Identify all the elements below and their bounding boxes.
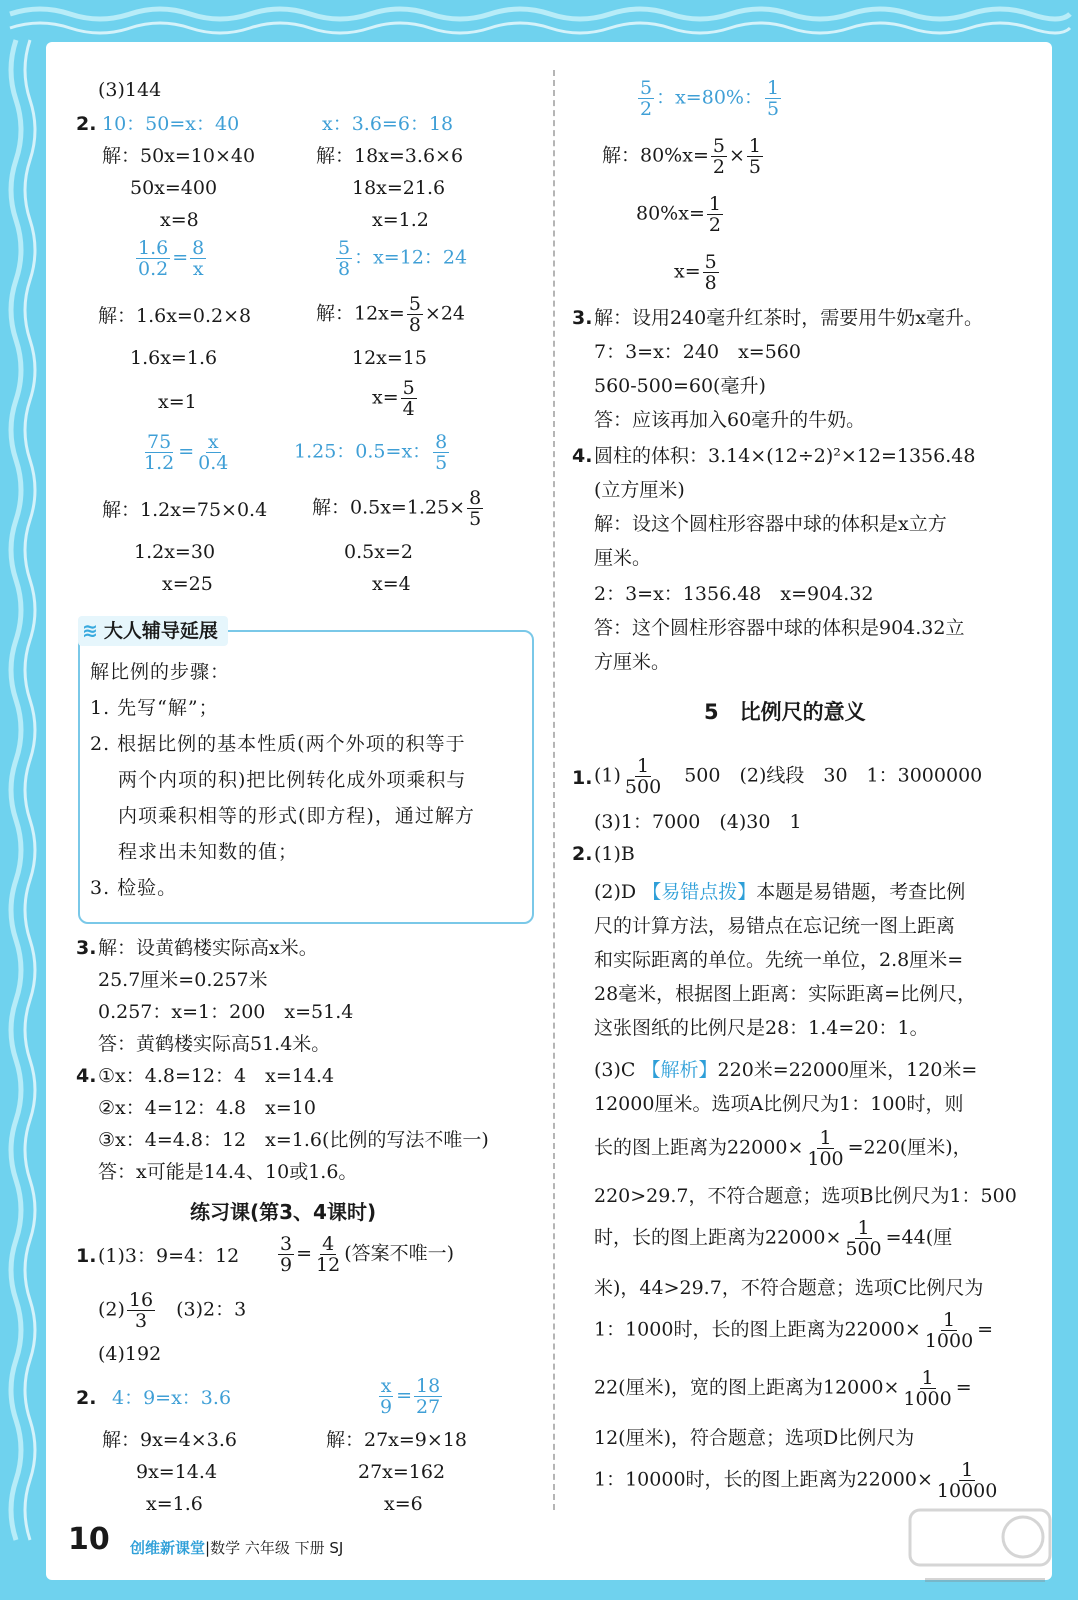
question-number: 4. (76, 1065, 97, 1087)
tip-line: 1. 先写“解”； (90, 697, 219, 719)
answer-line: 解：设用240毫升红茶时，需要用牛奶x毫升。 (594, 307, 983, 329)
equation: 10：50=x：40 (102, 113, 240, 135)
question-number: 3. (76, 937, 97, 959)
answer-line: 尺的计算方法，易错点在忘记统一图上距离 (594, 915, 956, 937)
answer-line: 答：黄鹤楼实际高51.4米。 (98, 1033, 331, 1055)
tip-line: 内项乘积相等的形式(即方程)，通过解方 (118, 805, 475, 827)
solution-step: 50x=400 (130, 177, 218, 199)
tip-line: 程求出未知数的值； (118, 841, 299, 863)
answer-line: 和实际距离的单位。先统一单位，2.8厘米= (594, 949, 964, 971)
answer-line: (1) $\frac{1}{500}$ 500 (2)线段 30 1：3000000 (594, 755, 983, 798)
answer-line: 22(厘米)，宽的图上距离为12000× $\frac{1}{1000}$ = (594, 1367, 972, 1410)
answer-line: 12(厘米)，符合题意；选项D比例尺为 (594, 1427, 915, 1449)
equation: 4：9=x：3.6 (112, 1387, 232, 1409)
brand-name: 创维新课堂 (130, 1539, 206, 1557)
tip-line: 2. 根据比例的基本性质(两个外项的积等于 (90, 733, 466, 755)
equation: $\frac{5}{2}$ ：x=80%： $\frac{1}{5}$ (640, 77, 780, 120)
solution-step: 解：1.6x=0.2×8 (98, 305, 252, 327)
solution-step: x= $\frac{5}{8}$ (674, 251, 717, 294)
answer-line: 560-500=60(毫升) (594, 375, 766, 397)
tag-label: 【解析】 (641, 1059, 718, 1081)
equation: x：3.6=6：18 (322, 113, 454, 135)
solution-step: 1.6x=1.6 (130, 347, 218, 369)
solution-step: x=25 (162, 573, 213, 595)
tip-header: ≋ 大人辅导延展 (78, 616, 228, 646)
answer-line: 答：这个圆柱形容器中球的体积是904.32立 (594, 617, 965, 639)
question-number: 2. (572, 843, 593, 865)
answer-line: 28毫米，根据图上距离：实际距离=比例尺， (594, 983, 977, 1005)
answer-line: (立方厘米) (594, 479, 685, 501)
solution-step: 解：1.2x=75×0.4 (102, 499, 268, 521)
solution-step: 18x=21.6 (352, 177, 446, 199)
question-number: 1. (572, 767, 593, 789)
answer-line: (1)3：9=4：12 (98, 1245, 240, 1267)
answer-line: 这张图纸的比例尺是28：1.4=20：1。 (594, 1017, 929, 1039)
solution-step: 0.5x=2 (344, 541, 413, 563)
answer-line: 答：应该再加入60毫升的牛奶。 (594, 409, 866, 431)
equation: $\frac{x}{9}$ = $\frac{18}{27}$ (380, 1375, 441, 1418)
answer-line: 12000厘米。选项A比例尺为1：100时，则 (594, 1093, 964, 1115)
wave-icon: ≋ (82, 620, 98, 642)
solution-step: 解：12x= $\frac{5}{8}$ ×24 (316, 293, 466, 336)
tip-line: 两个内项的积)把比例转化成外项乘积与 (118, 769, 467, 791)
solution-step: 解：0.5x=1.25× $\frac{8}{5}$ (312, 487, 482, 530)
solution-step: x=8 (160, 209, 199, 231)
answer-line: (2) $\frac{16}{3}$ (3)2：3 (98, 1289, 247, 1332)
solution-step: x=1.2 (372, 209, 429, 231)
equation: 1.25：0.5=x： $\frac{8}{5}$ (294, 431, 448, 474)
answer-line: 0.257：x=1：200 x=51.4 (98, 1001, 354, 1023)
section-title: 练习课(第3、4课时) (190, 1200, 377, 1224)
solution-step: 9x=14.4 (136, 1461, 218, 1483)
answer-line: 1：10000时，长的图上距离为22000× $\frac{1}{10000}$ (594, 1459, 998, 1502)
answer-line: 厘米。 (594, 547, 652, 569)
equation: $\frac{1.6}{0.2}$ = $\frac{8}{x}$ (138, 237, 205, 280)
answer-line: 时，长的图上距离为22000× $\frac{1}{500}$ =44(厘 (594, 1217, 953, 1260)
solution-step: x=6 (384, 1493, 423, 1515)
answer-line: (3)144 (98, 79, 162, 101)
page-number: 10 (68, 1522, 110, 1557)
answer-line: 220>29.7，不符合题意；选项B比例尺为1：500 (594, 1185, 1017, 1207)
answer-line: ②x：4=12：4.8 x=10 (98, 1097, 316, 1119)
solution-step: 解：27x=9×18 (326, 1429, 467, 1451)
answer-line: (4)192 (98, 1343, 162, 1365)
watermark-logo (905, 1505, 1055, 1595)
answer-line: 解：设这个圆柱形容器中球的体积是x立方 (594, 513, 947, 535)
solution-step: 解：80%x= $\frac{5}{2}$ × $\frac{1}{5}$ (602, 135, 761, 178)
answer-line: $\frac{3}{9}$ = $\frac{4}{12}$ (答案不唯一) (280, 1233, 455, 1276)
solution-step: 12x=15 (352, 347, 427, 369)
question-number: 3. (572, 307, 593, 329)
answer-line: (3)C 【解析】220米=22000厘米，120米= (594, 1059, 978, 1081)
answer-line: 答：x可能是14.4、10或1.6。 (98, 1161, 358, 1183)
solution-step: 解：9x=4×3.6 (102, 1429, 237, 1451)
solution-step: 解：18x=3.6×6 (316, 145, 464, 167)
equation: $\frac{5}{8}$ ：x=12：24 (338, 237, 468, 280)
question-number: 2. (76, 1387, 97, 1409)
question-number: 2. (76, 113, 97, 135)
solution-step: x= $\frac{5}{4}$ (372, 377, 415, 420)
answer-line: ①x：4.8=12：4 x=14.4 (98, 1065, 335, 1087)
answer-line: 方厘米。 (594, 651, 671, 673)
tip-line: 3. 检验。 (90, 877, 178, 899)
answer-line: 解：设黄鹤楼实际高x米。 (98, 937, 318, 959)
solution-step: x=1 (158, 391, 197, 413)
answer-line: 圆柱的体积：3.14×(12÷2)²×12=1356.48 (594, 445, 976, 467)
answer-line: 米)，44>29.7，不符合题意；选项C比例尺为 (594, 1277, 984, 1299)
answer-line: 2：3=x：1356.48 x=904.32 (594, 583, 874, 605)
answer-line: 25.7厘米=0.257米 (98, 969, 268, 991)
question-number: 1. (76, 1245, 97, 1267)
answer-line: 1：1000时，长的图上距离为22000× $\frac{1}{1000}$ = (594, 1309, 994, 1352)
solution-step: 解：50x=10×40 (102, 145, 256, 167)
equation: $\frac{75}{1.2}$ = $\frac{x}{0.4}$ (144, 431, 229, 474)
solution-step: 1.2x=30 (134, 541, 216, 563)
footer-series: 创维新课堂|数学 六年级 下册 SJ (130, 1539, 344, 1557)
answer-line: (3)1：7000 (4)30 1 (594, 811, 802, 833)
solution-step: 80%x= $\frac{1}{2}$ (636, 193, 721, 236)
question-number: 4. (572, 445, 593, 467)
answer-line: (2)D 【易错点拨】本题是易错题，考查比例 (594, 881, 966, 903)
tag-label: 【易错点拨】 (642, 881, 757, 903)
answer-line: 长的图上距离为22000× $\frac{1}{100}$ =220(厘米)， (594, 1127, 972, 1170)
solution-step: x=4 (372, 573, 411, 595)
solution-step: x=1.6 (146, 1493, 203, 1515)
column-divider (553, 70, 555, 1510)
answer-line: 7：3=x：240 x=560 (594, 341, 801, 363)
section-title: 5 比例尺的意义 (704, 700, 866, 724)
answer-line: ③x：4=4.8：12 x=1.6(比例的写法不唯一) (98, 1129, 489, 1151)
answer-line: (1)B (594, 843, 635, 865)
tip-line: 解比例的步骤： (90, 661, 231, 683)
solution-step: 27x=162 (358, 1461, 446, 1483)
